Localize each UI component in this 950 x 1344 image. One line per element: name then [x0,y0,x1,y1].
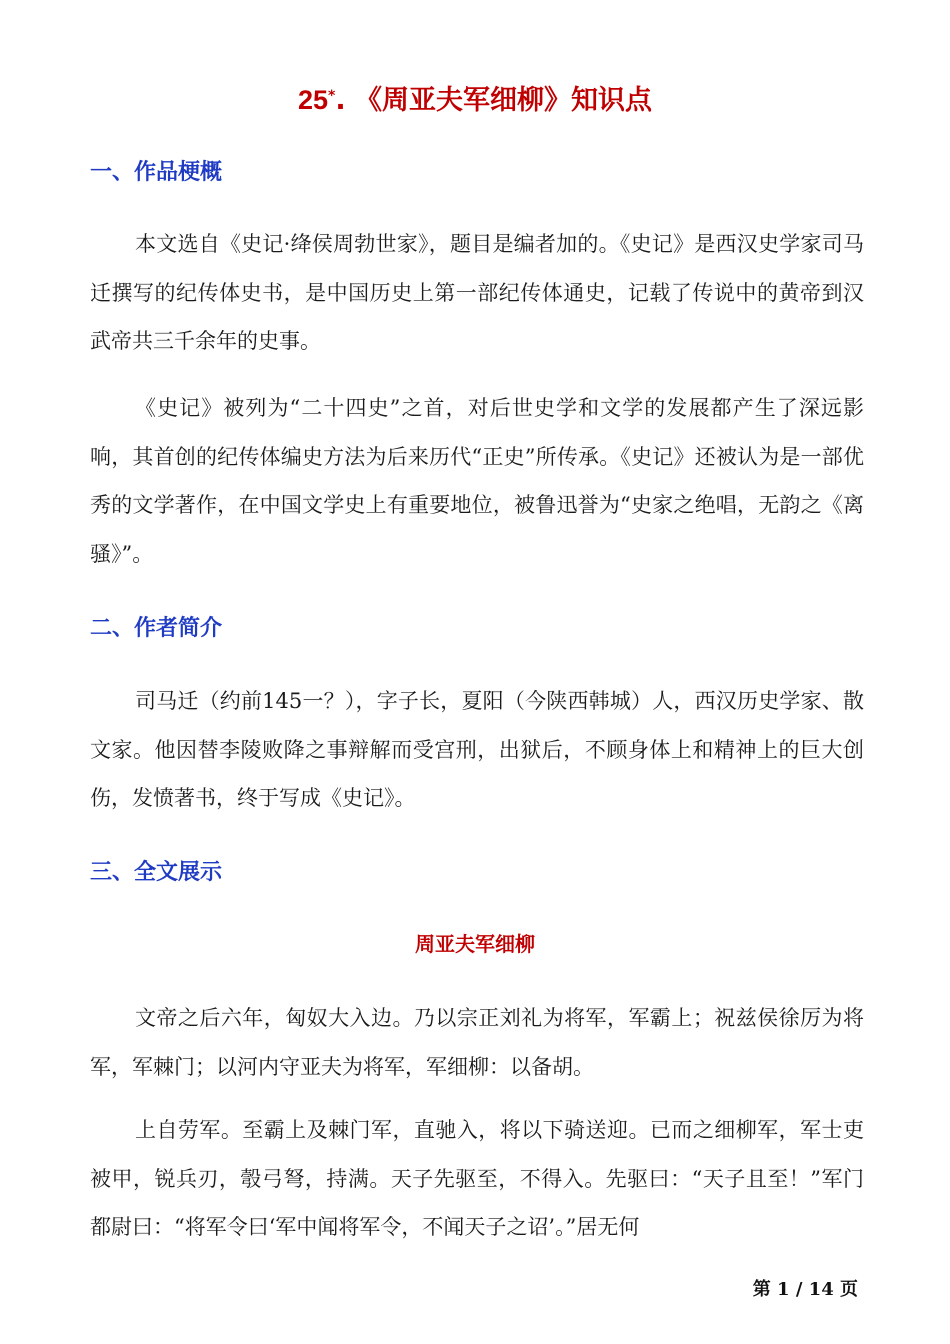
paragraph-fulltext-1: 文帝之后六年，匈奴大入边。乃以宗正刘礼为将军，军霸上；祝兹侯徐厉为将军，军棘门；以河内守亚夫为将军，军细柳：以备胡。 [90,1006,864,1079]
section-heading-summary: 一、作品梗概 [90,160,223,185]
section-heading-author: 二、作者简介 [90,616,223,641]
text-title: 周亚夫军细柳 [415,932,535,956]
title-number: 25 [297,85,329,115]
paragraph-fulltext-2: 上自劳军。至霸上及棘门军，直驰入，将以下骑送迎。已而之细柳军，军士吏被甲，锐兵刃，彀弓弩，持满。天子先驱至，不得入。先驱曰：“天子且至！”军门都尉曰：“将军令曰‘军中闻将军令，不闻天子之诏’。”居无何 [90,1118,864,1239]
paragraph-summary-1: 本文选自《史记·绛侯周勃世家》，题目是编者加的。《史记》是西汉史学家司马迁撰写的纪传体史书，是中国历史上第一部纪传体通史，记载了传说中的黄帝到汉武帝共三千余年的史事。 [90,232,864,353]
page-number: 第 1 / 14 页 [752,1279,858,1300]
document-title [0,78,950,123]
paragraph-summary-2: 《史记》被列为“二十四史”之首，对后世史学和文学的发展都产生了深远影响，其首创的纪传体编史方法为后来历代“正史”所传承。《史记》还被认为是一部优秀的文学著作，在中国文学史上有重要地位，被鲁迅誉为“史家之绝唱，无韵之《离骚》”。 [90,396,864,566]
title-asterisk: * [328,88,336,104]
title-text: . 《周亚夫军细柳》知识点 [335,85,653,116]
paragraph-author-1: 司马迁（约前145一？），字子长，夏阳（今陕西韩城）人，西汉历史学家、散文家。他因替李陵败降之事辩解而受宫刑，出狱后，不顾身体上和精神上的巨大创伤，发愤著书，终于写成《史记》。 [90,689,864,810]
section-heading-fulltext: 三、全文展示 [90,860,223,885]
